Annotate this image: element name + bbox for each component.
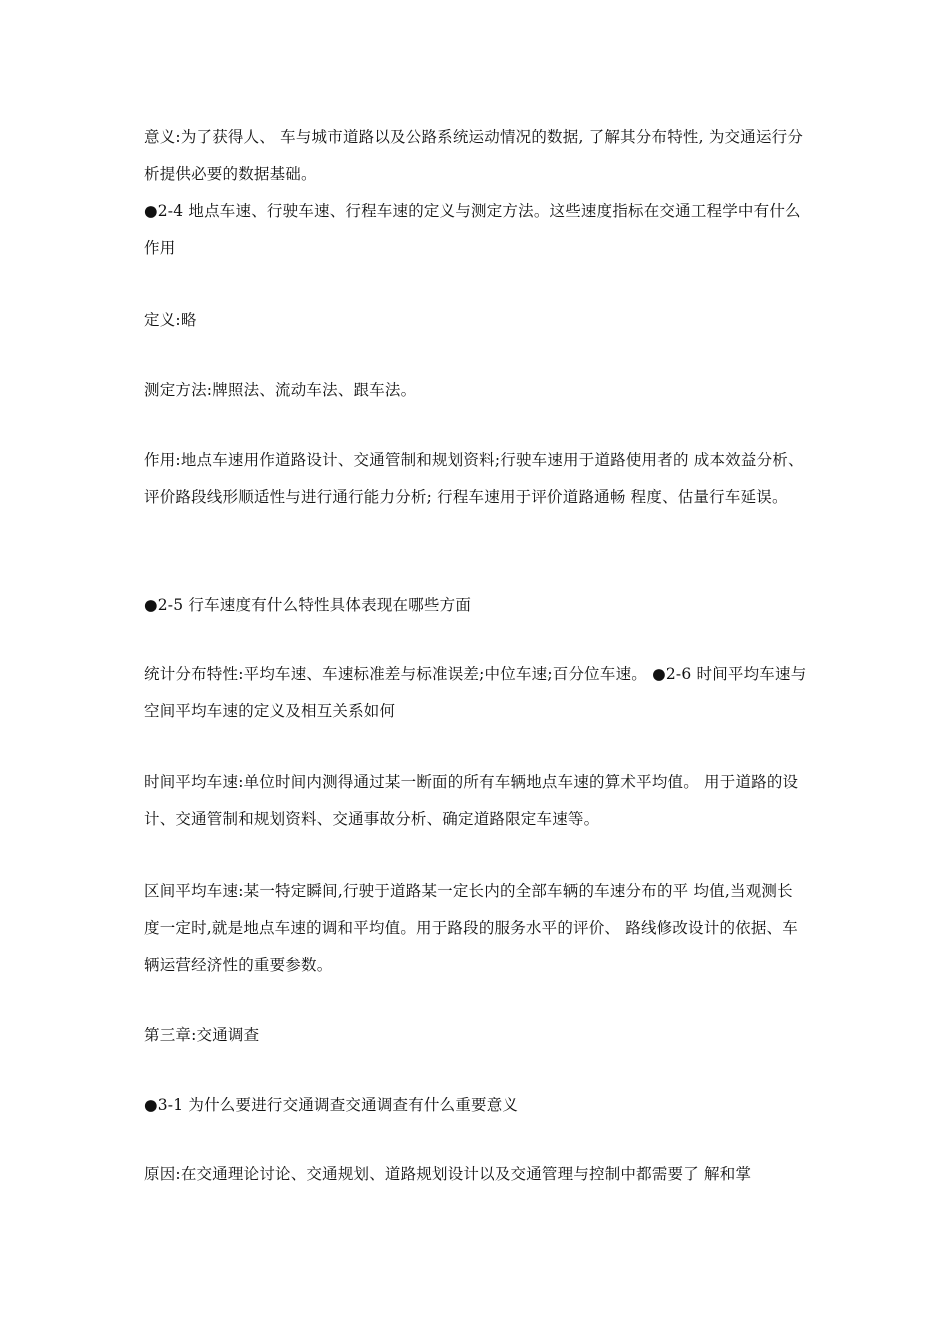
question-2-4: ●2-4 地点车速、行驶车速、行程车速的定义与测定方法。这些速度指标在交通工程学中有什么作用 (144, 202, 801, 257)
question-2-5: ●2-5 行车速度有什么特性具体表现在哪些方面 (144, 596, 472, 614)
paragraph-measurement-methods: 测定方法:牌照法、流动车法、跟车法。 (144, 381, 417, 399)
question-3-1: ●3-1 为什么要进行交通调查交通调查有什么重要意义 (144, 1096, 519, 1114)
paragraph-significance: 意义:为了获得人、 车与城市道路以及公路系统运动情况的数据, 了解其分布特性, 为交通运行分析提供必要的数据基础。 (144, 128, 804, 183)
paragraph-definition: 定义:略 (144, 311, 197, 329)
paragraph-usage: 作用:地点车速用作道路设计、交通管制和规划资料;行驶车速用于道路使用者的 成本效益分析、 评价路段线形顺适性与进行通行能力分析; 行程车速用于评价道路通畅 程度、估量行车延误。 (144, 451, 804, 506)
paragraph-time-mean-speed: 时间平均车速:单位时间内测得通过某一断面的所有车辆地点车速的算术平均值。 用于道路的设计、交通管制和规划资料、交通事故分析、确定道路限定车速等。 (144, 773, 799, 828)
chapter-3-heading: 第三章:交通调查 (144, 1026, 260, 1044)
paragraph-reason: 原因:在交通理论讨论、交通规划、道路规划设计以及交通管理与控制中都需要了 解和掌 (144, 1165, 752, 1183)
paragraph-statistical-properties: 统计分布特性:平均车速、车速标准差与标准误差;中位车速;百分位车速。 ●2-6 时间平均车速与空间平均车速的定义及相互关系如何 (144, 665, 807, 720)
paragraph-space-mean-speed: 区间平均车速:某一特定瞬间,行驶于道路某一定长内的全部车辆的车速分布的平 均值,当观测长度一定时,就是地点车速的调和平均值。用于路段的服务水平的评价、 路线修改设计的依据、车辆运营经济性的重要参数。 (144, 882, 798, 974)
